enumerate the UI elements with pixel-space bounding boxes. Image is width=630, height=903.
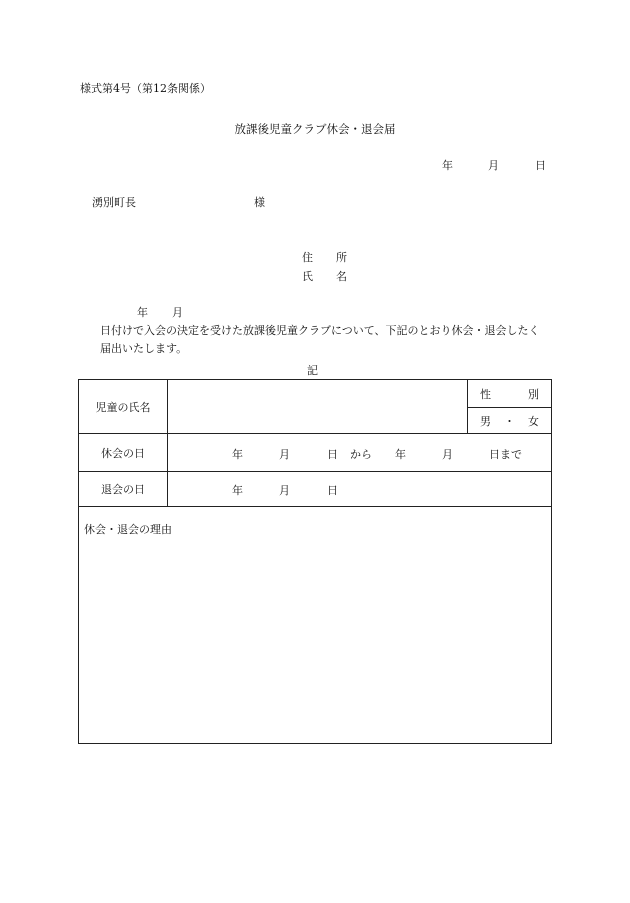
application-table: [78, 379, 552, 744]
child-name-field[interactable]: [168, 380, 468, 434]
date-month: 月: [488, 159, 499, 172]
sex-choice[interactable]: 男 ・ 女: [468, 408, 552, 434]
date-day: 日: [535, 159, 546, 172]
form-number: 様式第4号（第12条関係）: [80, 82, 211, 95]
leave-date-field[interactable]: 年 月 日 から 年 月 日まで: [168, 434, 552, 472]
body-year: 年: [137, 306, 148, 319]
child-name-label: 児童の氏名: [79, 380, 168, 434]
ki-heading: 記: [307, 364, 318, 377]
name-label-2: 名: [336, 270, 347, 283]
address-label-2: 所: [336, 251, 347, 264]
date-year: 年: [442, 159, 453, 172]
withdraw-date-label: 退会の日: [79, 472, 168, 507]
withdraw-date-field[interactable]: 年 月 日: [168, 472, 552, 507]
name-label-1: 氏: [302, 270, 313, 283]
sex-label: 性 別: [468, 380, 552, 408]
honorific: 様: [254, 196, 265, 209]
reason-field[interactable]: [79, 507, 552, 744]
body-month: 月: [172, 306, 183, 319]
body-text: 日付けで入会の決定を受けた放課後児童クラブについて、下記のとおり休会・退会したく届出いたします。: [100, 324, 540, 355]
body-paragraph: [80, 304, 550, 358]
addressee: 湧別町長: [92, 196, 136, 209]
address-label-1: 住: [302, 251, 313, 264]
document-title: 放課後児童クラブ休会・退会届: [234, 122, 396, 136]
leave-date-label: 休会の日: [79, 434, 168, 472]
reason-label: 休会・退会の理由: [84, 523, 172, 536]
